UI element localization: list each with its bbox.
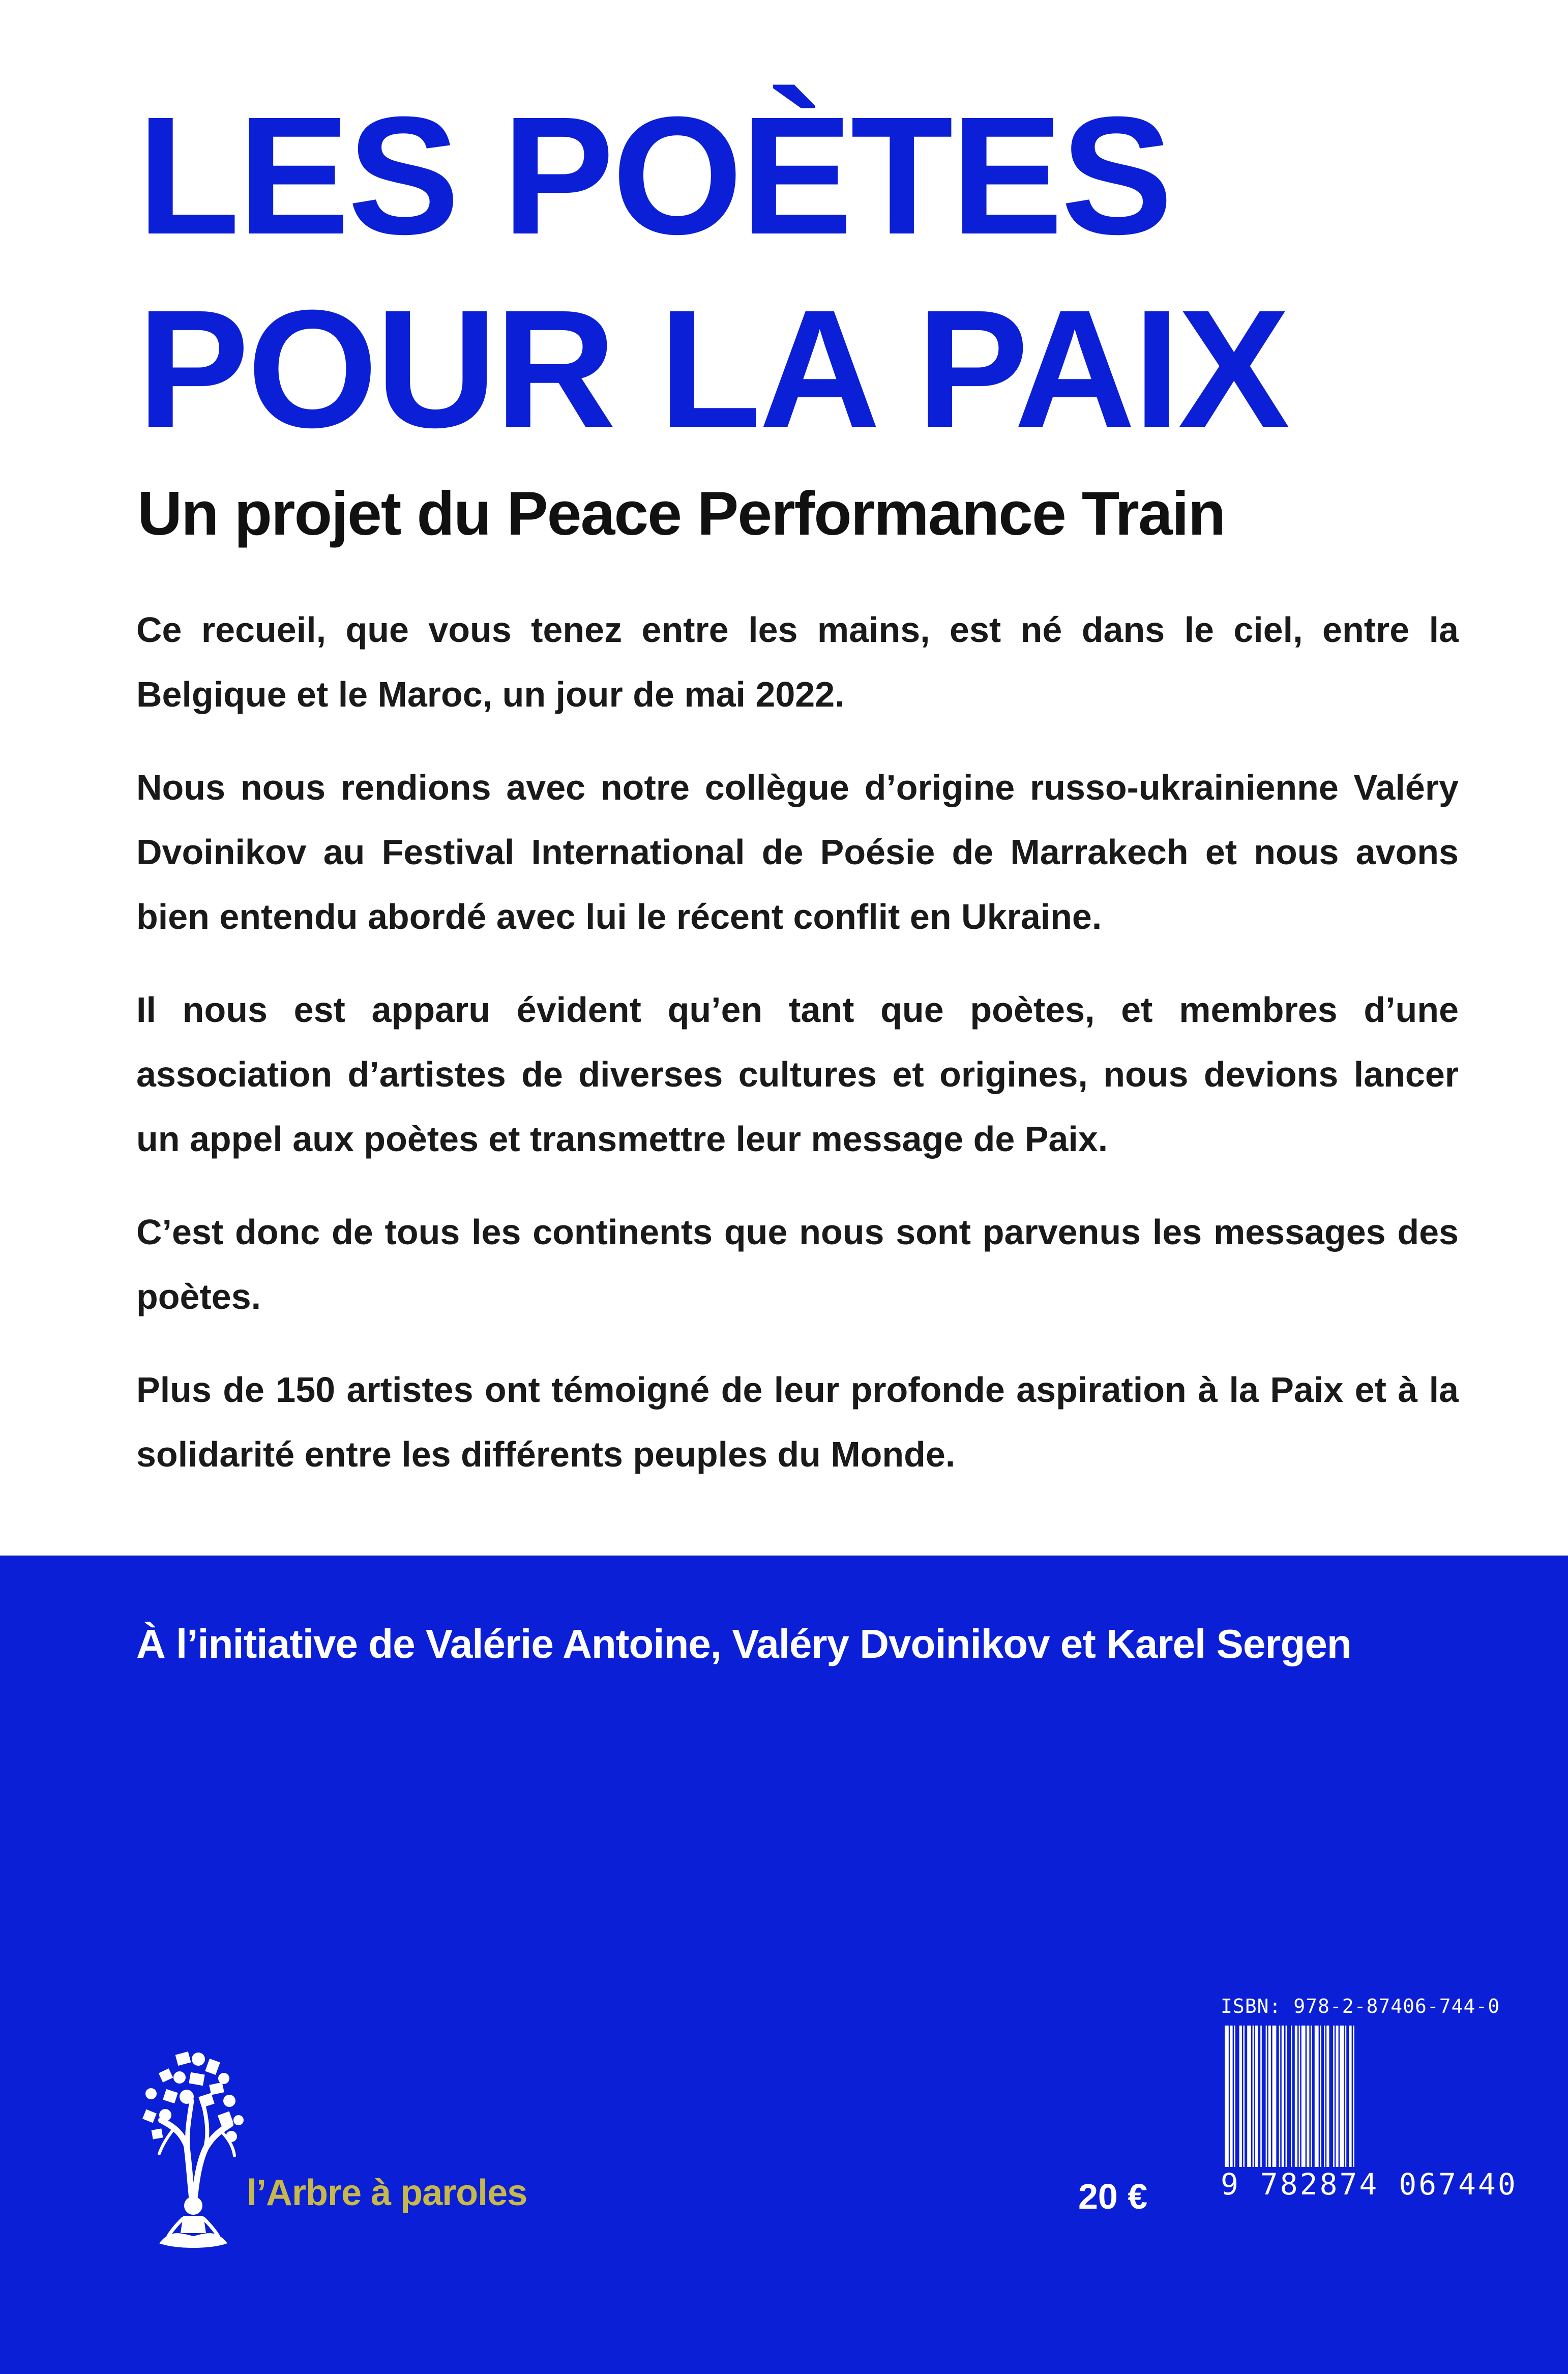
book-subtitle: Un projet du Peace Performance Train: [137, 479, 1225, 548]
cover-lower-blue-band: [0, 1556, 1568, 2374]
blurb-paragraph: Ce recueil, que vous tenez entre les mains, est né dans le ciel, entre la Belgique et le Maroc, un jour de mai 2022.: [136, 610, 1459, 714]
price-label: 20 €: [1078, 2177, 1148, 2216]
initiative-credits: À l’initiative de Valérie Antoine, Valéry Dvoinikov et Karel Sergen: [136, 1621, 1351, 1666]
tree-of-words-meditating-figure-icon: [130, 2044, 262, 2258]
book-title-line-2: POUR LA PAIX: [137, 275, 1288, 462]
publisher-name: l’Arbre à paroles: [247, 2173, 527, 2213]
ean-digits: 9 782874 067440: [1221, 2167, 1518, 2202]
blurb-paragraph: Il nous est apparu évident qu’en tant que poètes, et membres d’une association d’artistes de diverses cultures et origines, nous devions lancer un appel aux poètes et transmettre leur message de Paix.: [136, 990, 1459, 1159]
isbn-number: ISBN: 978-2-87406-744-0: [1221, 1995, 1500, 2017]
blurb: [136, 598, 1459, 1515]
book-title-line-1: LES POÈTES: [137, 81, 1171, 269]
blurb-paragraph: Plus de 150 artistes ont témoigné de leur profonde aspiration à la Paix et à la solidarité entre les différents peuples du Monde.: [136, 1370, 1459, 1474]
blurb-paragraph: C’est donc de tous les continents que nous sont parvenus les messages des poètes.: [136, 1212, 1459, 1316]
isbn-barcode: [1221, 1995, 1518, 2214]
blurb-paragraph: Nous nous rendions avec notre collègue d’origine russo-ukrainienne Valéry Dvoinikov au Festival International de Poésie de Marrakech et nous avons bien entendu abordé avec lui le récent conflit en Ukraine.: [136, 768, 1459, 936]
barcode-bars: [1221, 2026, 1485, 2167]
